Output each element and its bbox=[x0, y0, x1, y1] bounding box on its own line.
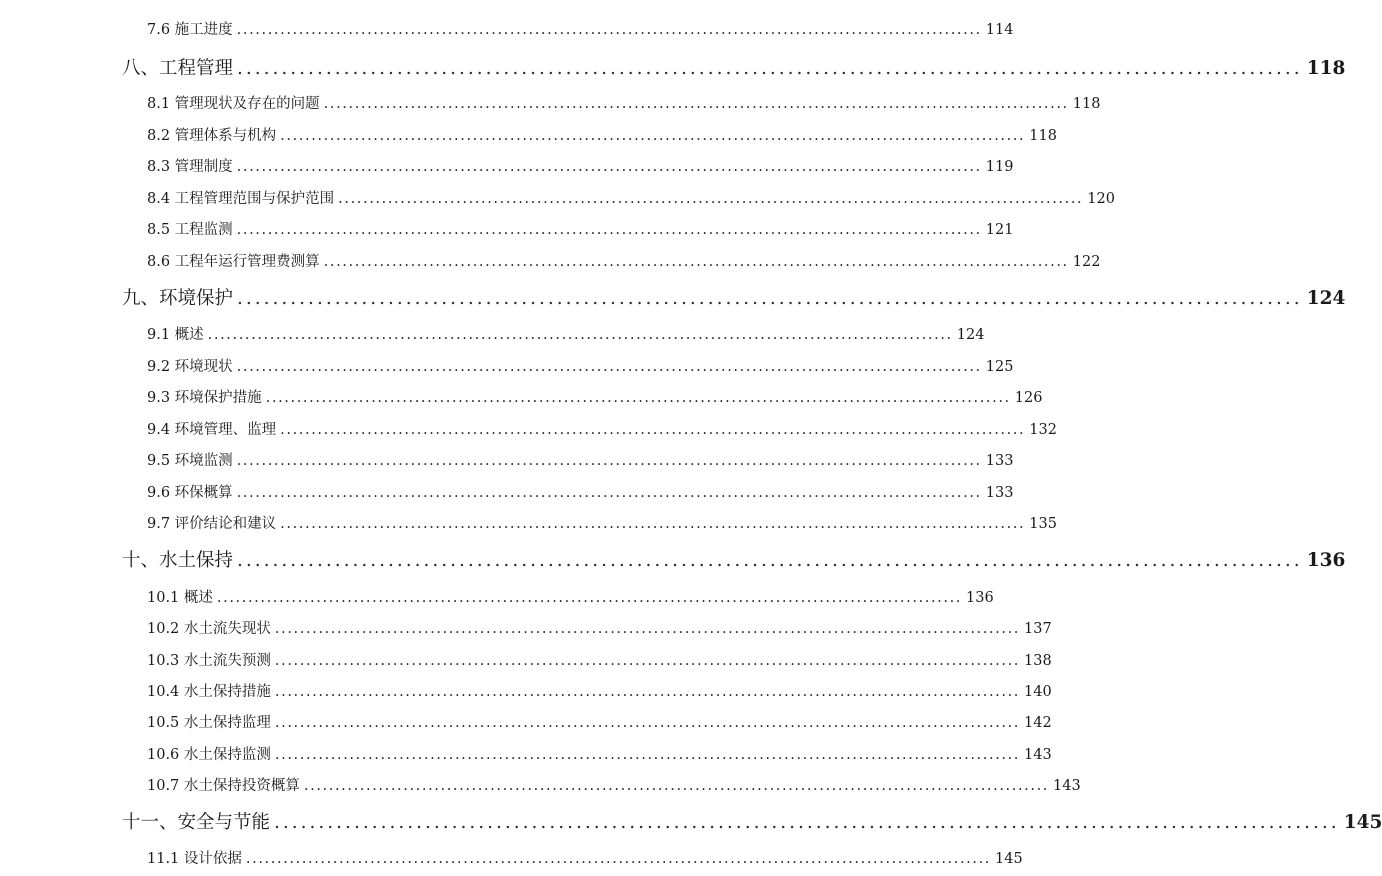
toc-section-entry[interactable] bbox=[147, 847, 1023, 869]
toc-entry-page-number: 121 bbox=[985, 222, 1014, 238]
dot-leader: ........................................................................................................................ bbox=[236, 22, 982, 38]
toc-entry-title: 10.4 水土保持措施 bbox=[147, 684, 271, 700]
toc-section-entry[interactable] bbox=[147, 155, 1014, 177]
dot-leader: ........................................................................................................................ bbox=[274, 812, 1340, 833]
toc-entry-title: 十、水土保持 bbox=[122, 550, 234, 571]
dot-leader: ........................................................................................................................ bbox=[280, 516, 1026, 532]
toc-section-entry[interactable] bbox=[147, 617, 1052, 639]
toc-chapter-entry[interactable] bbox=[122, 546, 1346, 574]
toc-section-entry[interactable] bbox=[147, 711, 1052, 733]
toc-entry-page-number: 136 bbox=[966, 590, 994, 606]
toc-section-entry[interactable] bbox=[147, 386, 1043, 408]
toc-entry-title: 10.5 水土保持监理 bbox=[147, 715, 271, 731]
dot-leader: ........................................................................................................................ bbox=[236, 159, 982, 175]
dot-leader: ........................................................................................................................ bbox=[303, 778, 1050, 794]
toc-entry-page-number: 125 bbox=[985, 359, 1014, 375]
toc-section-entry[interactable] bbox=[147, 124, 1057, 146]
toc-section-entry[interactable] bbox=[147, 418, 1057, 440]
toc-section-entry[interactable] bbox=[147, 18, 1014, 40]
toc-entry-title: 8.5 工程监测 bbox=[147, 222, 233, 238]
toc-entry-page-number: 126 bbox=[1014, 390, 1043, 406]
dot-leader: ........................................................................................................................ bbox=[274, 747, 1021, 763]
toc-entry-title: 8.3 管理制度 bbox=[147, 159, 233, 175]
toc-entry-title: 9.5 环境监测 bbox=[147, 453, 233, 469]
toc-entry-title: 9.6 环保概算 bbox=[147, 485, 233, 501]
toc-entry-page-number: 132 bbox=[1029, 422, 1057, 438]
dot-leader: ........................................................................................................................ bbox=[237, 58, 1303, 79]
toc-entry-title: 9.1 概述 bbox=[147, 327, 204, 343]
toc-entry-title: 十一、安全与节能 bbox=[122, 812, 271, 833]
dot-leader: ........................................................................................................................ bbox=[236, 485, 982, 501]
toc-entry-title: 10.6 水土保持监测 bbox=[147, 747, 271, 763]
toc-entry-title: 九、环境保护 bbox=[122, 288, 234, 309]
dot-leader: ........................................................................................................................ bbox=[323, 96, 1069, 112]
toc-entry-page-number: 119 bbox=[985, 159, 1014, 175]
toc-entry-page-number: 143 bbox=[1053, 778, 1081, 794]
dot-leader: ........................................................................................................................ bbox=[216, 590, 963, 606]
toc-section-entry[interactable] bbox=[147, 774, 1081, 796]
toc-entry-title: 7.6 施工进度 bbox=[147, 22, 233, 38]
toc-entry-title: 9.7 评价结论和建议 bbox=[147, 516, 277, 532]
toc-section-entry[interactable] bbox=[147, 649, 1052, 671]
dot-leader: ........................................................................................................................ bbox=[265, 390, 1011, 406]
toc-entry-page-number: 114 bbox=[985, 22, 1014, 38]
toc-entry-title: 8.1 管理现状及存在的问题 bbox=[147, 96, 320, 112]
toc-entry-title: 10.3 水土流失预测 bbox=[147, 653, 271, 669]
toc-section-entry[interactable] bbox=[147, 323, 985, 345]
dot-leader: ........................................................................................................................ bbox=[236, 222, 982, 238]
toc-section-entry[interactable] bbox=[147, 187, 1115, 209]
toc-entry-page-number: 138 bbox=[1024, 653, 1052, 669]
toc-section-entry[interactable] bbox=[147, 743, 1052, 765]
dot-leader: ........................................................................................................................ bbox=[207, 327, 953, 343]
dot-leader: ........................................................................................................................ bbox=[280, 422, 1026, 438]
toc-entry-title: 8.4 工程管理范围与保护范围 bbox=[147, 191, 335, 207]
toc-section-entry[interactable] bbox=[147, 680, 1052, 702]
dot-leader: ........................................................................................................................ bbox=[323, 254, 1069, 270]
dot-leader: ........................................................................................................................ bbox=[338, 191, 1084, 207]
toc-entry-page-number: 140 bbox=[1024, 684, 1052, 700]
dot-leader: ........................................................................................................................ bbox=[245, 851, 992, 867]
dot-leader: ........................................................................................................................ bbox=[237, 288, 1303, 309]
toc-section-entry[interactable] bbox=[147, 512, 1057, 534]
toc-section-entry[interactable] bbox=[147, 449, 1014, 471]
toc-entry-page-number: 145 bbox=[995, 851, 1023, 867]
dot-leader: ........................................................................................................................ bbox=[274, 715, 1021, 731]
toc-entry-page-number: 136 bbox=[1306, 550, 1346, 571]
toc-entry-page-number: 118 bbox=[1306, 58, 1346, 79]
dot-leader: ........................................................................................................................ bbox=[274, 684, 1021, 700]
toc-entry-page-number: 145 bbox=[1343, 812, 1382, 833]
toc-entry-title: 9.3 环境保护措施 bbox=[147, 390, 262, 406]
toc-entry-title: 10.1 概述 bbox=[147, 590, 213, 606]
toc-entry-title: 八、工程管理 bbox=[122, 58, 234, 79]
toc-entry-page-number: 135 bbox=[1029, 516, 1057, 532]
toc-entry-page-number: 133 bbox=[985, 485, 1014, 501]
toc-entry-title: 9.4 环境管理、监理 bbox=[147, 422, 277, 438]
toc-entry-page-number: 133 bbox=[985, 453, 1014, 469]
dot-leader: ........................................................................................................................ bbox=[237, 550, 1303, 571]
toc-section-entry[interactable] bbox=[147, 481, 1014, 503]
dot-leader: ........................................................................................................................ bbox=[280, 128, 1026, 144]
toc-section-entry[interactable] bbox=[147, 92, 1101, 114]
toc-chapter-entry[interactable] bbox=[122, 808, 1382, 836]
toc-entry-title: 10.7 水土保持投资概算 bbox=[147, 778, 300, 794]
toc-entry-page-number: 118 bbox=[1072, 96, 1101, 112]
toc-entry-page-number: 137 bbox=[1024, 621, 1052, 637]
toc-entry-title: 8.6 工程年运行管理费测算 bbox=[147, 254, 320, 270]
dot-leader: ........................................................................................................................ bbox=[236, 359, 982, 375]
dot-leader: ........................................................................................................................ bbox=[274, 621, 1021, 637]
toc-chapter-entry[interactable] bbox=[122, 284, 1346, 312]
toc-entry-page-number: 124 bbox=[1306, 288, 1346, 309]
toc-entry-title: 10.2 水土流失现状 bbox=[147, 621, 271, 637]
toc-entry-page-number: 120 bbox=[1087, 191, 1115, 207]
dot-leader: ........................................................................................................................ bbox=[274, 653, 1021, 669]
toc-entry-page-number: 124 bbox=[956, 327, 985, 343]
toc-entry-page-number: 143 bbox=[1024, 747, 1052, 763]
toc-entry-title: 9.2 环境现状 bbox=[147, 359, 233, 375]
toc-entry-page-number: 122 bbox=[1072, 254, 1101, 270]
toc-section-entry[interactable] bbox=[147, 586, 994, 608]
toc-entry-page-number: 118 bbox=[1029, 128, 1057, 144]
toc-entry-title: 8.2 管理体系与机构 bbox=[147, 128, 277, 144]
toc-entry-page-number: 142 bbox=[1024, 715, 1052, 731]
dot-leader: ........................................................................................................................ bbox=[236, 453, 982, 469]
toc-section-entry[interactable] bbox=[147, 250, 1101, 272]
toc-chapter-entry[interactable] bbox=[122, 54, 1346, 82]
toc-entry-title: 11.1 设计依据 bbox=[147, 851, 242, 867]
toc-section-entry[interactable] bbox=[147, 218, 1014, 240]
toc-section-entry[interactable] bbox=[147, 355, 1014, 377]
